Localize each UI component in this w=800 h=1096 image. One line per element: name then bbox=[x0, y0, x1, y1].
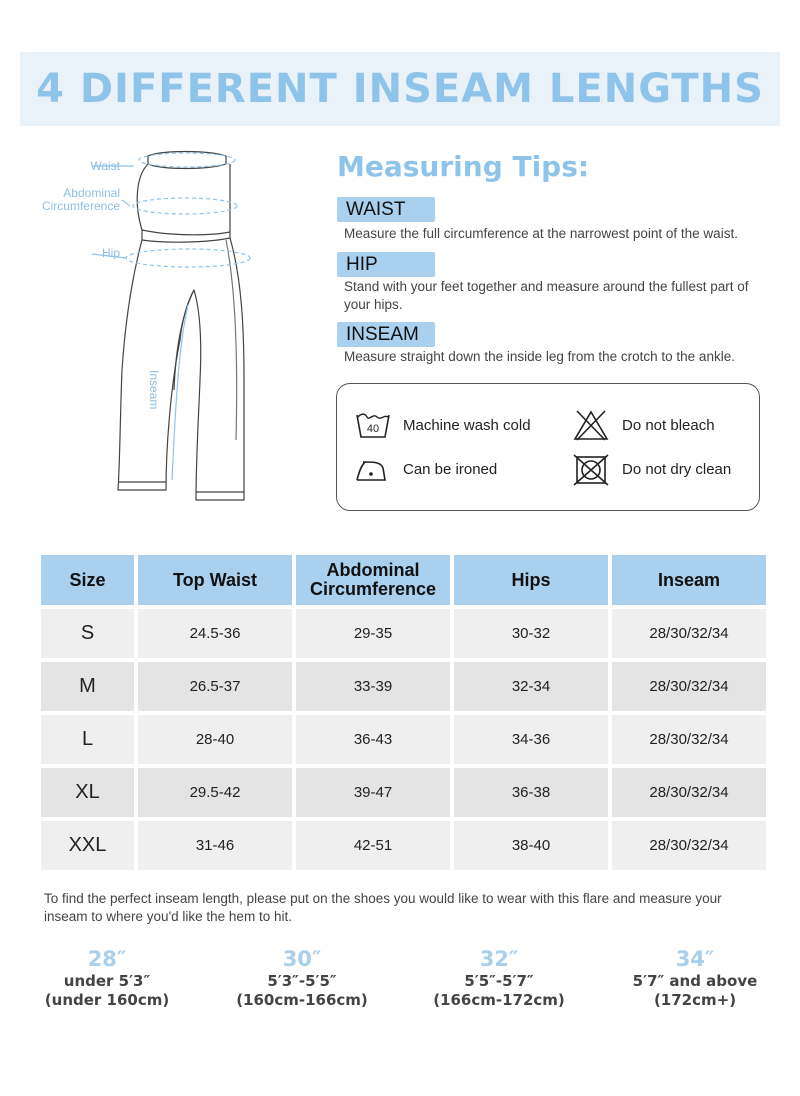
inseam-height: 5′7″ and above bbox=[632, 972, 758, 990]
title-banner bbox=[20, 52, 780, 126]
cell-size: M bbox=[41, 662, 134, 711]
table-row bbox=[41, 768, 766, 817]
machine-wash-icon bbox=[355, 409, 391, 441]
do-not-dry-clean-label: Do not dry clean bbox=[622, 461, 732, 478]
tip-tag-inseam: INSEAM bbox=[337, 322, 435, 347]
cell-abdominal: 36-43 bbox=[296, 715, 450, 764]
do-not-bleach-label: Do not bleach bbox=[622, 417, 715, 434]
iron-icon bbox=[353, 454, 389, 486]
cell-top-waist: 26.5-37 bbox=[138, 662, 292, 711]
inseam-metric: (160cm-166cm) bbox=[236, 991, 368, 1009]
tip-tag-waist: WAIST bbox=[337, 197, 435, 222]
circumference-label: Circumference bbox=[41, 199, 120, 213]
cell-size: S bbox=[41, 609, 134, 658]
cell-abdominal: 42-51 bbox=[296, 821, 450, 870]
inseam-option-30 bbox=[217, 946, 387, 1010]
inseam-length: 28″ bbox=[87, 947, 127, 971]
inseam-metric: (172cm+) bbox=[653, 991, 737, 1009]
cell-abdominal: 39-47 bbox=[296, 768, 450, 817]
table-header-row bbox=[41, 555, 766, 605]
inseam-metric: (under 160cm) bbox=[44, 991, 170, 1009]
cell-hips: 38-40 bbox=[454, 821, 608, 870]
do-not-bleach-icon bbox=[573, 409, 609, 441]
cell-top-waist: 29.5-42 bbox=[138, 768, 292, 817]
iron-label: Can be ironed bbox=[403, 461, 498, 478]
header-abdominal-circumference: Abdominal Circumference bbox=[296, 555, 450, 605]
cell-inseam: 28/30/32/34 bbox=[612, 821, 766, 870]
pants-figure bbox=[30, 140, 320, 520]
table-row bbox=[41, 715, 766, 764]
pants-illustration bbox=[30, 140, 320, 520]
tip-text-inseam: Measure straight down the inside leg from the crotch to the ankle. bbox=[344, 349, 735, 364]
cell-hips: 30-32 bbox=[454, 609, 608, 658]
cell-inseam: 28/30/32/34 bbox=[612, 715, 766, 764]
inseam-option-34 bbox=[610, 946, 780, 1010]
waist-label: Waist bbox=[90, 159, 120, 173]
tip-text-hip: Stand with your feet together and measure around the fullest part of your hips. bbox=[344, 279, 749, 312]
cell-top-waist: 28-40 bbox=[138, 715, 292, 764]
cell-abdominal: 33-39 bbox=[296, 662, 450, 711]
cell-abdominal: 29-35 bbox=[296, 609, 450, 658]
cell-hips: 32-34 bbox=[454, 662, 608, 711]
cell-size: XXL bbox=[41, 821, 134, 870]
machine-wash-label: Machine wash cold bbox=[403, 417, 531, 434]
cell-top-waist: 24.5-36 bbox=[138, 609, 292, 658]
inseam-metric: (166cm-172cm) bbox=[433, 991, 565, 1009]
cell-inseam: 28/30/32/34 bbox=[612, 609, 766, 658]
inseam-note: To find the perfect inseam length, please put on the shoes you would like to wear with this flare and measure your inseam to where you'd like the hem to hit. bbox=[44, 891, 722, 924]
cell-hips: 34-36 bbox=[454, 715, 608, 764]
inseam-height: under 5′3″ bbox=[63, 972, 151, 990]
do-not-dry-clean-icon bbox=[573, 454, 609, 486]
hip-label: Hip bbox=[101, 246, 120, 260]
wash-temp-text: 40 bbox=[366, 423, 380, 435]
size-chart-table bbox=[37, 551, 770, 874]
table-row bbox=[41, 662, 766, 711]
cell-inseam: 28/30/32/34 bbox=[612, 662, 766, 711]
header-hips: Hips bbox=[454, 555, 608, 605]
page-title: 4 DIFFERENT INSEAM LENGTHS bbox=[36, 66, 764, 112]
inseam-height: 5′3″-5′5″ bbox=[267, 972, 337, 990]
care-instructions-box bbox=[336, 383, 760, 511]
inseam-length: 30″ bbox=[282, 947, 322, 971]
inseam-length: 34″ bbox=[675, 947, 715, 971]
cell-hips: 36-38 bbox=[454, 768, 608, 817]
cell-size: L bbox=[41, 715, 134, 764]
header-top-waist: Top Waist bbox=[138, 555, 292, 605]
header-inseam: Inseam bbox=[612, 555, 766, 605]
inseam-length: 32″ bbox=[479, 947, 519, 971]
tip-text-waist: Measure the full circumference at the narrowest point of the waist. bbox=[344, 226, 738, 241]
table-row bbox=[41, 821, 766, 870]
header-size: Size bbox=[41, 555, 134, 605]
inseam-option-28 bbox=[22, 946, 192, 1010]
inseam-label: Inseam bbox=[147, 370, 161, 410]
cell-top-waist: 31-46 bbox=[138, 821, 292, 870]
tip-tag-hip: HIP bbox=[337, 252, 435, 277]
abdominal-label: Abdominal bbox=[63, 186, 120, 200]
inseam-option-32 bbox=[414, 946, 584, 1010]
inseam-height: 5′5″-5′7″ bbox=[464, 972, 534, 990]
tips-title: Measuring Tips: bbox=[337, 150, 590, 183]
cell-inseam: 28/30/32/34 bbox=[612, 768, 766, 817]
table-row bbox=[41, 609, 766, 658]
cell-size: XL bbox=[41, 768, 134, 817]
